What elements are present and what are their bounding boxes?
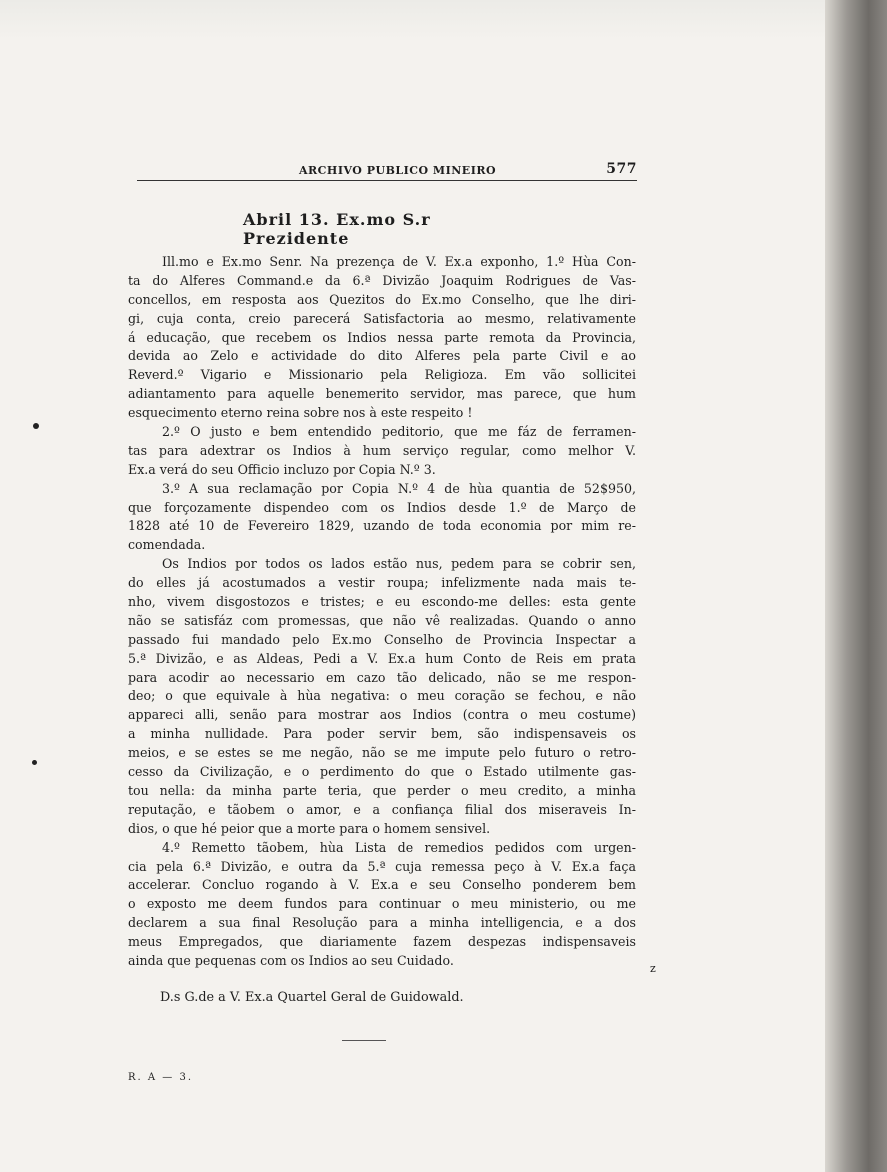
text-line: tou nella: da minha parte teria, que perder o meu credito, a minha [128,782,636,798]
text-line: á educação, que recebem os Indios nessa parte remota da Provincia, [128,329,636,345]
text-line: declarem a sua final Resolução para a minha intelligencia, e a dos [128,915,636,931]
letter-title: Abril 13. Ex.mo S.r Prezidente [243,210,431,248]
text-line: ainda que pequenas com os Indios ao seu Cuidado. [128,952,454,968]
text-line: 1828 até 10 de Fevereiro 1829, uzando de toda economia por mim re- [128,518,636,534]
text-line: que forçozamente dispendeo com os Indios desde 1.º de Março de [128,499,636,515]
margin-dot [33,423,39,429]
header-rule [137,180,637,181]
text-line: 3.º A sua reclamação por Copia N.º 4 de hùa quantia de 52$950, [162,480,636,496]
text-line: nho, vivem disgostozos e tristes; e eu escondo-me delles: esta gente [128,594,636,610]
text-line: cesso da Civilização, e o perdimento do que o Estado utilmente gas- [128,764,636,780]
margin-dot [32,760,37,765]
text-line: do elles já acostumados a vestir roupa; infelizmente nada mais te- [128,575,636,591]
text-line: 2.º O justo e bem entendido peditorio, que me fáz de ferramen- [162,424,636,440]
text-line: para acodir ao necessario em cazo tão delicado, não se me respon- [128,669,636,685]
text-line: o exposto me deem fundos para continuar o meu ministerio, ou me [128,896,636,912]
end-ornament [342,1040,386,1041]
text-line: Ex.a verá do seu Officio incluzo por Copia N.º 3. [128,461,436,477]
text-line: comendada. [128,537,206,553]
scan-shadow-top [0,0,825,40]
margin-mark: z [650,962,656,975]
running-title: ARCHIVO PUBLICO MINEIRO [299,164,497,177]
text-line: ta do Alferes Command.e da 6.ª Divizão Joaquim Rodrigues de Vas- [128,272,636,288]
text-line: reputação, e tãobem o amor, e a confiança filial dos miseraveis In- [128,801,636,817]
closing-line: D.s G.de a V. Ex.a Quartel Geral de Guidowald. [160,990,464,1005]
letter-body [128,253,636,971]
text-line: adiantamento para aquelle benemerito servidor, mas parece, que hum [128,386,636,402]
text-line: esquecimento eterno reina sobre nos à este respeito ! [128,405,473,421]
text-line: Os Indios por todos os lados estão nus, pedem para se cobrir sen, [162,556,636,572]
text-line: tas para adextrar os Indios à hum serviço regular, como melhor V. [128,442,636,458]
text-line: deo; o que equivale à hùa negativa: o meu coração se fechou, e não [128,688,636,704]
text-line: 4.º Remetto tãobem, hùa Lista de remedios pedidos com urgen- [162,839,636,855]
page-number: 577 [606,161,637,177]
text-line: gi, cuja conta, creio parecerá Satisfactoria ao mesmo, relativamente [128,310,636,326]
text-line: passado fui mandado pelo Ex.mo Conselho de Provincia Inspectar a [128,631,636,647]
scan-page-edge [825,0,887,1172]
text-line: 5.ª Divizão, e as Aldeas, Pedi a V. Ex.a hum Conto de Reis em prata [128,650,636,666]
text-line: devida ao Zelo e actividade do dito Alferes pela parte Civil e ao [128,348,636,364]
text-line: accelerar. Concluo rogando à V. Ex.a e seu Conselho ponderem bem [128,877,636,893]
signature-mark: R. A — 3. [128,1072,194,1083]
text-line: não se satisfáz com promessas, que não vê realizadas. Quando o anno [128,612,636,628]
text-line: dios, o que hé peior que a morte para o homem sensivel. [128,820,491,836]
text-line: appareci alli, senão para mostrar aos Indios (contra o meu costume) [128,707,636,723]
running-header [137,158,637,184]
text-line: cia pela 6.ª Divizão, e outra da 5.ª cuja remessa peço à V. Ex.a faça [128,858,636,874]
text-line: meus Empregados, que diariamente fazem despezas indispensaveis [128,934,636,950]
text-line: Ill.mo e Ex.mo Senr. Na prezença de V. Ex.a exponho, 1.º Hùa Con- [162,254,636,269]
text-line: meios, e se estes se me negão, não se me impute pelo futuro o retro- [128,745,636,761]
text-line: concellos, em resposta aos Quezitos do Ex.mo Conselho, que lhe diri- [128,291,636,307]
text-line: a minha nullidade. Para poder servir bem, são indispensaveis os [128,726,636,742]
text-line: Reverd.º Vigario e Missionario pela Religioza. Em vão sollicitei [128,367,636,383]
